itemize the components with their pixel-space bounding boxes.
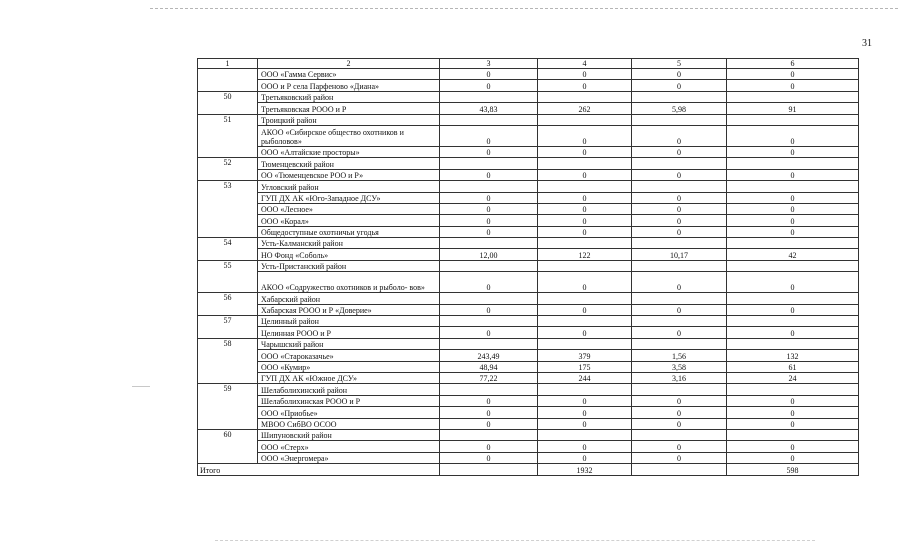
value-cell-c4 <box>538 158 632 169</box>
value-cell-c5: 0 <box>632 215 727 226</box>
value-cell-c6: 0 <box>727 304 859 315</box>
organization-name: ГУП ДХ АК «Южное ДСУ» <box>258 372 440 383</box>
district-row <box>198 238 859 249</box>
value-cell-c6: 0 <box>727 272 859 293</box>
value-cell-c5 <box>632 316 727 327</box>
value-cell-c5: 0 <box>632 272 727 293</box>
value-cell-c5 <box>632 260 727 271</box>
value-cell-c3: 0 <box>440 146 538 157</box>
page-number: 31 <box>862 38 872 49</box>
value-cell-c6 <box>727 91 859 102</box>
value-cell-c5: 0 <box>632 192 727 203</box>
value-cell-c4: 0 <box>538 69 632 80</box>
organization-name: ОО «Тюменцевское РОО и Р» <box>258 169 440 180</box>
value-cell-c3: 0 <box>440 441 538 452</box>
value-cell-c5: 0 <box>632 146 727 157</box>
value-cell-c6: 0 <box>727 146 859 157</box>
value-cell-c5 <box>632 181 727 192</box>
value-cell-c5: 0 <box>632 418 727 429</box>
scan-artifact-bottom <box>215 540 815 541</box>
row-number: 58 <box>198 338 258 384</box>
value-cell-c3 <box>440 429 538 440</box>
district-row <box>198 316 859 327</box>
district-row <box>198 181 859 192</box>
header-cell: 1 <box>198 59 258 69</box>
table-header-row <box>198 59 859 69</box>
row-number: 59 <box>198 384 258 430</box>
header-cell: 2 <box>258 59 440 69</box>
value-cell-c6: 0 <box>727 69 859 80</box>
organization-name: АКОО «Сибирское общество охотников и рыболовов» <box>258 125 440 146</box>
value-cell-c3: 48,94 <box>440 361 538 372</box>
value-cell-c3 <box>440 238 538 249</box>
organization-name: Хабарская РООО и Р «Доверие» <box>258 304 440 315</box>
header-cell: 6 <box>727 59 859 69</box>
value-cell-c6: 0 <box>727 395 859 406</box>
value-cell-c3: 243,49 <box>440 350 538 361</box>
value-cell-c6: 0 <box>727 418 859 429</box>
organization-name: ООО «Гамма Сервис» <box>258 69 440 80</box>
value-cell-c5: 5,98 <box>632 103 727 114</box>
hunting-grounds-table <box>197 58 859 476</box>
value-cell-c6: 0 <box>727 226 859 237</box>
organization-name: ООО и Р села Парфеново «Диана» <box>258 80 440 91</box>
table-row <box>198 69 859 80</box>
row-number: 51 <box>198 114 258 158</box>
organization-name: Троицкий район <box>258 114 440 125</box>
table-body <box>198 59 859 476</box>
value-cell-c6: 0 <box>727 125 859 146</box>
row-number: 55 <box>198 260 258 292</box>
value-cell-c4: 0 <box>538 407 632 418</box>
value-cell-c6: 0 <box>727 203 859 214</box>
scan-artifact-top <box>150 8 898 9</box>
organization-name: Шелаболихинский район <box>258 384 440 395</box>
total-value-c6: 598 <box>727 464 859 475</box>
organization-name: Третьяковская РООО и Р <box>258 103 440 114</box>
organization-name: ООО «Стерх» <box>258 441 440 452</box>
header-cell: 4 <box>538 59 632 69</box>
row-number: 53 <box>198 181 258 238</box>
value-cell-c3 <box>440 316 538 327</box>
value-cell-c4 <box>538 293 632 304</box>
organization-name: ООО «Кумир» <box>258 361 440 372</box>
value-cell-c5: 3,16 <box>632 372 727 383</box>
header-cell: 3 <box>440 59 538 69</box>
value-cell-c5: 0 <box>632 169 727 180</box>
table-row <box>198 125 859 146</box>
district-row <box>198 91 859 102</box>
organization-name: Общедоступные охотничьи угодья <box>258 226 440 237</box>
total-label: Итого <box>198 464 440 475</box>
value-cell-c6: 0 <box>727 169 859 180</box>
value-cell-c6: 42 <box>727 249 859 260</box>
organization-name: ООО «Корал» <box>258 215 440 226</box>
value-cell-c6 <box>727 114 859 125</box>
value-cell-c5: 0 <box>632 452 727 463</box>
value-cell-c6: 0 <box>727 192 859 203</box>
value-cell-c5: 0 <box>632 395 727 406</box>
value-cell-c3: 0 <box>440 69 538 80</box>
value-cell-c6: 61 <box>727 361 859 372</box>
value-cell-c3: 0 <box>440 418 538 429</box>
value-cell-c4: 0 <box>538 203 632 214</box>
value-cell-c4: 122 <box>538 249 632 260</box>
district-row <box>198 384 859 395</box>
value-cell-c5 <box>632 91 727 102</box>
row-number: 60 <box>198 429 258 463</box>
value-cell-c3 <box>440 260 538 271</box>
value-cell-c6 <box>727 338 859 349</box>
table-row <box>198 327 859 338</box>
value-cell-c5: 0 <box>632 80 727 91</box>
value-cell-c4: 0 <box>538 80 632 91</box>
value-cell-c4: 0 <box>538 441 632 452</box>
organization-name: ООО «Староказачье» <box>258 350 440 361</box>
organization-name: Угловский район <box>258 181 440 192</box>
value-cell-c5 <box>632 238 727 249</box>
value-cell-c4 <box>538 114 632 125</box>
value-cell-c4: 262 <box>538 103 632 114</box>
value-cell-c3 <box>440 293 538 304</box>
value-cell-c4 <box>538 238 632 249</box>
value-cell-c3: 0 <box>440 395 538 406</box>
table-row <box>198 350 859 361</box>
row-number: 50 <box>198 91 258 114</box>
value-cell-c3 <box>440 91 538 102</box>
value-cell-c5 <box>632 158 727 169</box>
table-row <box>198 407 859 418</box>
value-cell-c6: 91 <box>727 103 859 114</box>
district-row <box>198 158 859 169</box>
value-cell-c6: 0 <box>727 80 859 91</box>
value-cell-c5: 0 <box>632 125 727 146</box>
total-value-c5 <box>632 464 727 475</box>
value-cell-c4: 0 <box>538 226 632 237</box>
value-cell-c6: 0 <box>727 441 859 452</box>
value-cell-c4: 0 <box>538 125 632 146</box>
value-cell-c4 <box>538 429 632 440</box>
organization-name: ООО «Приобье» <box>258 407 440 418</box>
table-row <box>198 418 859 429</box>
table-row <box>198 203 859 214</box>
value-cell-c3 <box>440 338 538 349</box>
value-cell-c4: 0 <box>538 304 632 315</box>
value-cell-c6 <box>727 429 859 440</box>
total-value-c4: 1932 <box>538 464 632 475</box>
value-cell-c5: 0 <box>632 203 727 214</box>
table-row <box>198 192 859 203</box>
value-cell-c6 <box>727 384 859 395</box>
value-cell-c6 <box>727 260 859 271</box>
organization-name: ООО «Лесное» <box>258 203 440 214</box>
value-cell-c6 <box>727 158 859 169</box>
value-cell-c4 <box>538 260 632 271</box>
organization-name: Усть-Калманский район <box>258 238 440 249</box>
organization-name: Шипуновский район <box>258 429 440 440</box>
row-number: 57 <box>198 316 258 339</box>
row-number: 52 <box>198 158 258 181</box>
value-cell-c3: 0 <box>440 304 538 315</box>
value-cell-c3 <box>440 384 538 395</box>
row-number <box>198 69 258 92</box>
value-cell-c6 <box>727 293 859 304</box>
value-cell-c3 <box>440 158 538 169</box>
value-cell-c3: 0 <box>440 226 538 237</box>
value-cell-c3 <box>440 181 538 192</box>
value-cell-c5 <box>632 338 727 349</box>
table-row <box>198 215 859 226</box>
value-cell-c3: 0 <box>440 407 538 418</box>
organization-name: ООО «Энергомера» <box>258 452 440 463</box>
table-row <box>198 395 859 406</box>
organization-name: ГУП ДХ АК «Юго-Западное ДСУ» <box>258 192 440 203</box>
value-cell-c5: 0 <box>632 304 727 315</box>
organization-name: Целинный район <box>258 316 440 327</box>
district-row <box>198 338 859 349</box>
value-cell-c3: 0 <box>440 215 538 226</box>
table-row <box>198 304 859 315</box>
total-value-c3 <box>440 464 538 475</box>
organization-name: Чарышский район <box>258 338 440 349</box>
value-cell-c6: 0 <box>727 407 859 418</box>
value-cell-c6: 0 <box>727 215 859 226</box>
value-cell-c3: 0 <box>440 272 538 293</box>
value-cell-c5 <box>632 384 727 395</box>
value-cell-c4: 0 <box>538 215 632 226</box>
value-cell-c3: 0 <box>440 327 538 338</box>
district-row <box>198 429 859 440</box>
district-row <box>198 293 859 304</box>
organization-name: НО Фонд «Соболь» <box>258 249 440 260</box>
table-row <box>198 146 859 157</box>
value-cell-c6: 0 <box>727 327 859 338</box>
value-cell-c3: 0 <box>440 203 538 214</box>
value-cell-c5: 0 <box>632 69 727 80</box>
table-row <box>198 226 859 237</box>
value-cell-c3: 0 <box>440 80 538 91</box>
value-cell-c3 <box>440 114 538 125</box>
district-row <box>198 260 859 271</box>
value-cell-c4: 0 <box>538 327 632 338</box>
district-row <box>198 114 859 125</box>
value-cell-c5: 3,58 <box>632 361 727 372</box>
table-row <box>198 80 859 91</box>
value-cell-c4: 0 <box>538 272 632 293</box>
value-cell-c3: 0 <box>440 452 538 463</box>
table-row <box>198 441 859 452</box>
value-cell-c3: 0 <box>440 192 538 203</box>
table-row <box>198 249 859 260</box>
table-row <box>198 372 859 383</box>
value-cell-c4 <box>538 338 632 349</box>
value-cell-c4 <box>538 316 632 327</box>
scan-artifact-left <box>132 386 150 387</box>
table-row <box>198 169 859 180</box>
value-cell-c3: 12,00 <box>440 249 538 260</box>
organization-name: Третьяковский район <box>258 91 440 102</box>
table-row <box>198 272 859 293</box>
value-cell-c5: 0 <box>632 441 727 452</box>
value-cell-c5: 0 <box>632 327 727 338</box>
header-cell: 5 <box>632 59 727 69</box>
value-cell-c6: 132 <box>727 350 859 361</box>
value-cell-c5: 10,17 <box>632 249 727 260</box>
row-number: 54 <box>198 238 258 261</box>
value-cell-c3: 0 <box>440 125 538 146</box>
value-cell-c4 <box>538 181 632 192</box>
value-cell-c4: 0 <box>538 192 632 203</box>
value-cell-c5: 0 <box>632 226 727 237</box>
value-cell-c3: 0 <box>440 169 538 180</box>
value-cell-c6 <box>727 238 859 249</box>
organization-name: МВОО СибВО ОСОО <box>258 418 440 429</box>
value-cell-c5: 1,56 <box>632 350 727 361</box>
value-cell-c5 <box>632 114 727 125</box>
organization-name: Хабарский район <box>258 293 440 304</box>
value-cell-c4 <box>538 384 632 395</box>
table-row <box>198 103 859 114</box>
table-row <box>198 452 859 463</box>
organization-name: Тюменцевский район <box>258 158 440 169</box>
value-cell-c5 <box>632 293 727 304</box>
value-cell-c4: 0 <box>538 146 632 157</box>
value-cell-c6 <box>727 181 859 192</box>
value-cell-c5: 0 <box>632 407 727 418</box>
value-cell-c4: 0 <box>538 395 632 406</box>
value-cell-c4 <box>538 91 632 102</box>
row-number: 56 <box>198 293 258 316</box>
organization-name: Целинная РООО и Р <box>258 327 440 338</box>
value-cell-c6: 24 <box>727 372 859 383</box>
organization-name: ООО «Алтайские просторы» <box>258 146 440 157</box>
total-row <box>198 464 859 475</box>
value-cell-c3: 43,83 <box>440 103 538 114</box>
table-row <box>198 361 859 372</box>
value-cell-c4: 244 <box>538 372 632 383</box>
value-cell-c4: 0 <box>538 452 632 463</box>
value-cell-c4: 0 <box>538 418 632 429</box>
value-cell-c6 <box>727 316 859 327</box>
value-cell-c4: 175 <box>538 361 632 372</box>
value-cell-c5 <box>632 429 727 440</box>
organization-name: Шелаболихинская РООО и Р <box>258 395 440 406</box>
value-cell-c6: 0 <box>727 452 859 463</box>
value-cell-c4: 0 <box>538 169 632 180</box>
organization-name: АКОО «Содружество охотников и рыболо- вов» <box>258 272 440 293</box>
value-cell-c3: 77,22 <box>440 372 538 383</box>
organization-name: Усть-Пристанский район <box>258 260 440 271</box>
value-cell-c4: 379 <box>538 350 632 361</box>
